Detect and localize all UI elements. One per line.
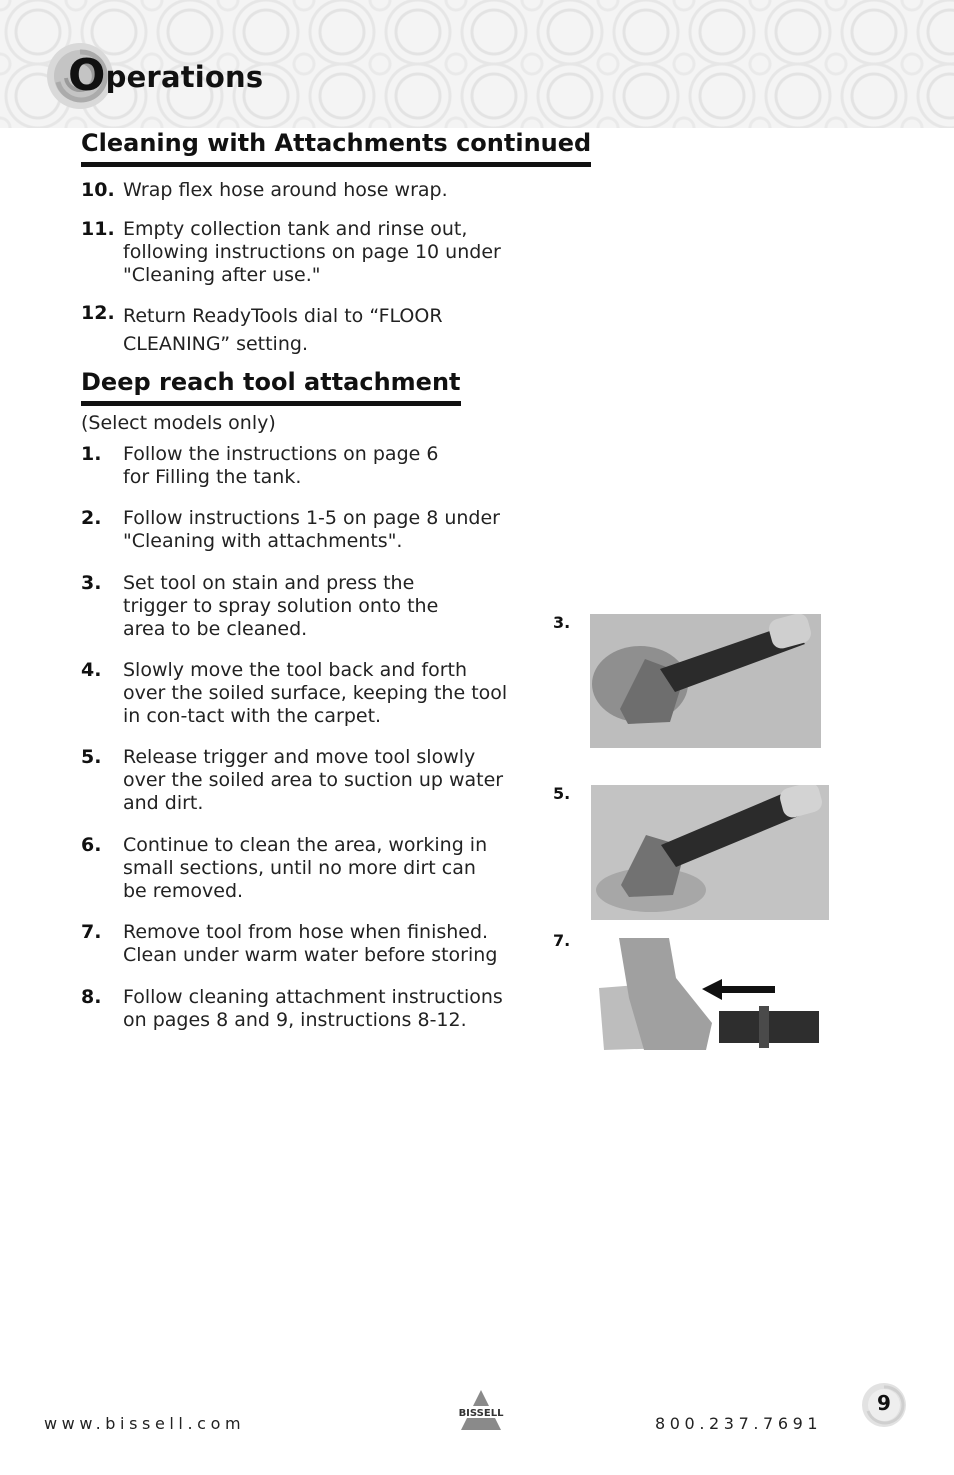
page-title-initial: O <box>68 50 106 101</box>
step-number: 8. <box>81 986 102 1008</box>
step-7 <box>81 921 521 969</box>
deep-reach-heading: Deep reach tool attachment <box>81 367 461 406</box>
step-6 <box>81 834 521 904</box>
page-title <box>68 50 263 101</box>
step-number: 1. <box>81 443 102 465</box>
step-text: Follow instructions 1-5 on page 8 under "Cleaning with attachments". <box>123 507 500 552</box>
brand-name: BISSELL <box>458 1408 504 1419</box>
step-text: Release trigger and move tool slowly over the soiled area to suction up water and dirt. <box>123 746 504 814</box>
step-text: Return ReadyTools dial to “FLOOR CLEANING” setting. <box>123 305 443 355</box>
photo-step-7-remove-tool <box>594 938 820 1054</box>
step-12 <box>81 302 521 358</box>
step-3 <box>81 572 521 642</box>
photo-label: 3. <box>553 613 571 632</box>
step-number: 6. <box>81 834 102 856</box>
bissell-logo <box>446 1386 516 1434</box>
step-number: 12. <box>81 302 115 324</box>
page-number: 9 <box>877 1391 891 1415</box>
step-number: 10. <box>81 179 115 201</box>
step-number: 4. <box>81 659 102 681</box>
website-url: www.bissell.com <box>44 1414 246 1433</box>
photo-label: 7. <box>553 931 571 950</box>
step-4 <box>81 659 521 729</box>
step-text: Follow cleaning attachment instructions on pages 8 and 9, instructions 8-12. <box>123 986 503 1031</box>
step-text: Continue to clean the area, working in small sections, until no more dirt can be removed. <box>123 834 488 902</box>
step-5 <box>81 746 521 816</box>
step-number: 11. <box>81 218 115 240</box>
step-1 <box>81 443 521 491</box>
step-8 <box>81 986 521 1034</box>
step-text: Follow the instructions on page 6 for Filling the tank. <box>123 443 439 488</box>
select-models-note: (Select models only) <box>81 412 276 434</box>
step-number: 2. <box>81 507 102 529</box>
step-text: Set tool on stain and press the trigger to spray solution onto the area to be cleaned. <box>123 572 439 640</box>
step-number: 3. <box>81 572 102 594</box>
step-number: 5. <box>81 746 102 768</box>
page-number-badge <box>860 1381 908 1429</box>
step-text: Empty collection tank and rinse out, following instructions on page 10 under "Cleaning after use." <box>123 218 501 286</box>
page-title-rest: perations <box>105 60 264 94</box>
cleaning-continued-heading: Cleaning with Attachments continued <box>81 128 591 167</box>
step-text: Wrap flex hose around hose wrap. <box>123 179 448 201</box>
step-text: Remove tool from hose when finished. Clean under warm water before storing <box>123 921 498 966</box>
photo-step-3-spray <box>590 614 821 748</box>
phone-number: 800.237.7691 <box>655 1414 823 1433</box>
step-text: Slowly move the tool back and forth over the soiled surface, keeping the tool in con-tact with the carpet. <box>123 659 508 727</box>
photo-label: 5. <box>553 784 571 803</box>
step-2 <box>81 507 521 555</box>
photo-step-5-suction <box>591 785 829 920</box>
step-number: 7. <box>81 921 102 943</box>
step-10 <box>81 179 521 203</box>
step-11 <box>81 218 521 288</box>
